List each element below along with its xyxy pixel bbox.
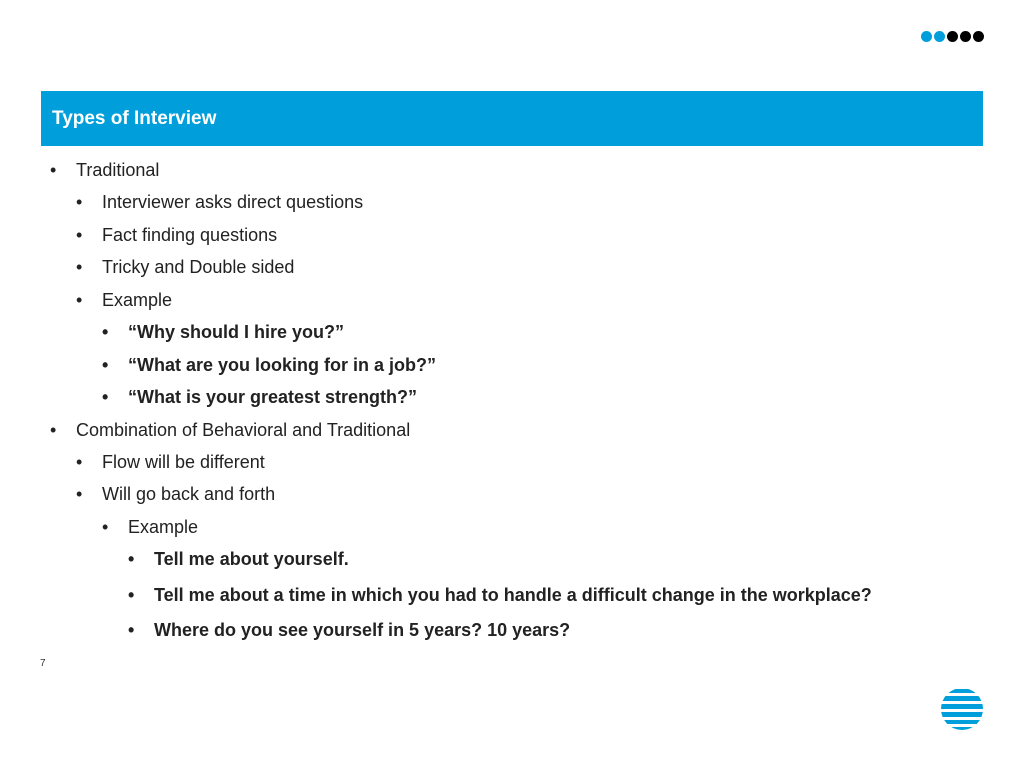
bullet-item xyxy=(76,255,294,279)
bullet-text: Tell me about a time in which you had to handle a difficult change in the workplace? xyxy=(154,585,872,605)
bullet-point-icon: • xyxy=(102,355,109,375)
bullet-item xyxy=(76,190,363,214)
bullet-point-icon: • xyxy=(76,452,83,472)
bullet-text: “Why should I hire you?” xyxy=(128,322,344,342)
bullet-text: Combination of Behavioral and Traditional xyxy=(76,420,411,440)
bullet-text: Example xyxy=(128,517,199,537)
bullet-item xyxy=(76,288,172,312)
bullet-point-icon: • xyxy=(76,257,83,277)
progress-dot xyxy=(921,31,932,42)
bullet-point-icon: • xyxy=(76,192,83,212)
progress-dot xyxy=(947,31,958,42)
slide-title: Types of Interview xyxy=(52,107,217,129)
progress-dot xyxy=(960,31,971,42)
bullet-text: Tricky and Double sided xyxy=(102,257,295,277)
progress-dot xyxy=(934,31,945,42)
bullet-point-icon: • xyxy=(76,290,83,310)
bullet-text: Tell me about yourself. xyxy=(154,549,349,569)
bullet-item xyxy=(128,547,349,571)
bullet-point-icon: • xyxy=(128,620,135,640)
page-number: 7 xyxy=(40,658,46,669)
bullet-item xyxy=(102,515,198,539)
bullet-text: Example xyxy=(102,290,173,310)
bullet-point-icon: • xyxy=(128,585,135,605)
bullet-point-icon: • xyxy=(128,549,135,569)
bullet-point-icon: • xyxy=(102,517,109,537)
bullet-point-icon: • xyxy=(76,484,83,504)
bullet-text: “What is your greatest strength?” xyxy=(128,387,418,407)
bullet-text: Where do you see yourself in 5 years? 10 years? xyxy=(154,620,571,640)
bullet-text: Fact finding questions xyxy=(102,225,278,245)
bullet-item xyxy=(50,158,159,182)
bullet-item xyxy=(102,385,417,409)
progress-dot xyxy=(973,31,984,42)
bullet-item xyxy=(128,583,872,607)
bullet-point-icon: • xyxy=(102,322,109,342)
bullet-item xyxy=(76,482,275,506)
bullet-item xyxy=(128,618,570,642)
progress-dots xyxy=(921,31,984,42)
bullet-text: Will go back and forth xyxy=(102,484,276,504)
bullet-text: Flow will be different xyxy=(102,452,265,472)
bullet-item xyxy=(102,353,436,377)
bullet-item xyxy=(50,418,410,442)
bullet-text: Interviewer asks direct questions xyxy=(102,192,364,212)
bullet-text: “What are you looking for in a job?” xyxy=(128,355,437,375)
title-bar xyxy=(41,91,983,146)
bullet-point-icon: • xyxy=(50,160,57,180)
bullet-point-icon: • xyxy=(102,387,109,407)
bullet-item xyxy=(76,450,265,474)
bullet-point-icon: • xyxy=(76,225,83,245)
bullet-item xyxy=(102,320,344,344)
bullet-text: Traditional xyxy=(76,160,160,180)
globe-logo-icon xyxy=(940,687,984,731)
bullet-point-icon: • xyxy=(50,420,57,440)
bullet-item xyxy=(76,223,277,247)
